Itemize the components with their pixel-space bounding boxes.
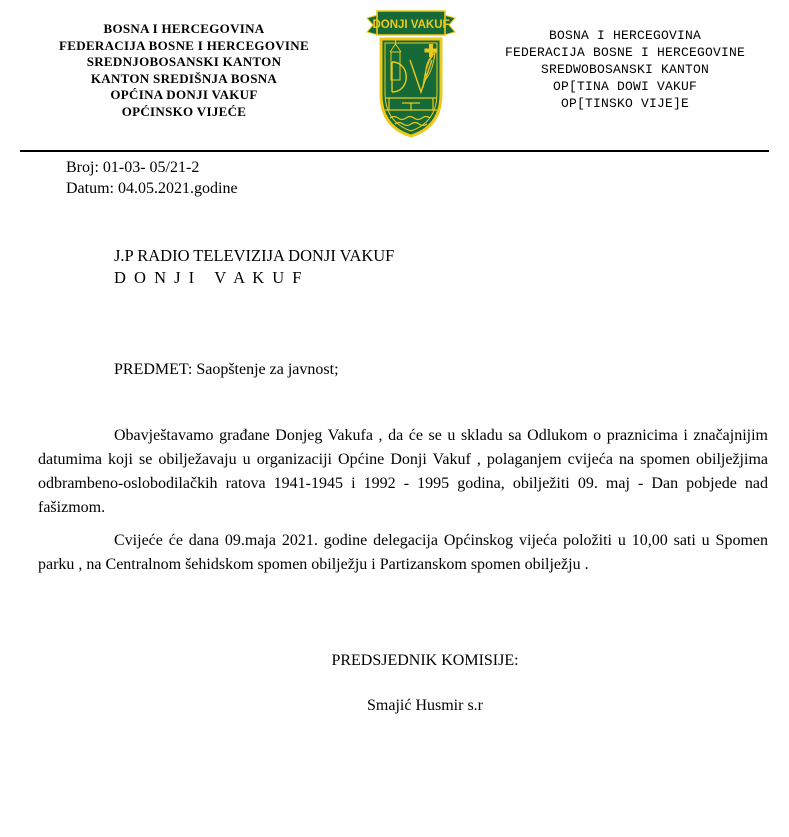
letterhead-right-line: BOSNA I HERCEGOVINA [548, 28, 702, 43]
reference-block [66, 157, 238, 199]
letterhead-right-line: SREDWOBOSANSKI KANTON [540, 62, 710, 77]
addressee-name: J.P RADIO TELEVIZIJA DONJI VAKUF [114, 246, 395, 265]
letterhead-left [36, 21, 332, 120]
letterhead-left-line: BOSNA I HERCEGOVINA [103, 21, 265, 36]
subject-line: PREDMET: Saopštenje za javnost; [114, 361, 339, 378]
banner-ribbon [367, 11, 455, 35]
letterhead-right-line: OP[TINSKO VIJE]E [560, 96, 690, 111]
body-paragraph-2: Cvijeće će dana 09.maja 2021. godine delegacija Općinskog vijeća položiti u 10,00 sati u Spomen parku , na Centralnom šehidskom spomen obilježju i Partizanskom spomen obilježju . [38, 532, 768, 573]
letterhead-right-line: OP[TINA DOWI VAKUF [552, 79, 698, 94]
signature-name: Smajić Husmir s.r [367, 697, 483, 714]
addressee-city: D O N J I V A K U F [114, 268, 304, 287]
letterhead-left-line: OPĆINSKO VIJEĆE [121, 103, 247, 119]
addressee-block [114, 245, 394, 289]
letterhead-left-line: OPĆINA DONJI VAKUF [110, 87, 258, 102]
donji-vakuf-coat-of-arms-icon [366, 2, 456, 142]
letter-body [38, 424, 768, 577]
header-divider [20, 150, 769, 152]
banner-text: DONJI VAKUF [372, 19, 450, 31]
letterhead-right-line: FEDERACIJA BOSNE I HERCEGOVINE [504, 45, 746, 60]
signature-title: PREDSJEDNIK KOMISIJE: [331, 652, 519, 669]
letterhead-left-line: KANTON SREDIŠNJA BOSNA [90, 70, 278, 86]
reference-number: Broj: 01-03- 05/21-2 [66, 159, 200, 176]
shield [381, 39, 441, 136]
letterhead-left-line: FEDERACIJA BOSNE I HERCEGOVINE [59, 37, 309, 53]
letterhead-left-line: SREDNJOBOSANSKI KANTON [86, 54, 282, 69]
body-paragraph-1: Obavještavamo građane Donjeg Vakufa , da će se u skladu sa Odlukom o praznicima i značajnijim datumima koji se obilježavaju u organizaciji Općine Donji Vakuf , polaganjem cvijeća na spomen obilježjima odbrambeno-oslobodilačkih ratova 1941-1945 i 1992 - 1995 godina, obilježiti 09. maj - Dan pobjede nad fašizmom. [38, 427, 768, 516]
letterhead-right [478, 27, 772, 112]
reference-date: Datum: 04.05.2021.godine [66, 180, 238, 197]
